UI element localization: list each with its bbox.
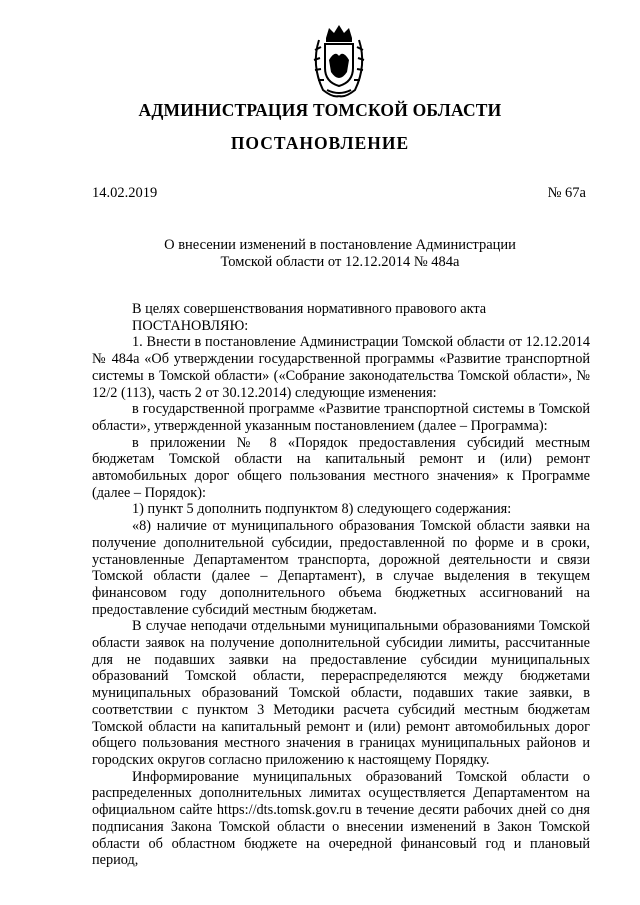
paragraph: В случае неподачи отдельными муниципальными образованиями Томской области заявок на получение дополнительной субсидии лимиты, рассчитанные для не подавших заявки на предоставление субсидии муниципальных образований Томской области, перераспределяются между бюджетами муниципальных образований Томской области, подавших такие заявки, в соответствии с пунктом 3 Методики расчета субсидий местным бюджетам Томской области на капитальный ремонт и (или) ремонт автомобильных дорог общего пользования местного значения в границах муниципальных районов и городских округов согласно приложению к настоящему Порядку. xyxy=(92,618,590,768)
document-body xyxy=(92,301,590,869)
paragraph: «8) наличие от муниципального образования Томской области заявки на получение дополнительной субсидии, предоставленной по форме и в сроки, установленные Департаментом транспорта, дорожной деятельности и связи Томской области (далее – Департамент), в случае выделения в текущем финансовом году дополнительного объема бюджетных ассигнований на предоставление субсидий местным бюджетам. xyxy=(92,518,590,618)
document-number: № 67а xyxy=(547,185,586,201)
organization-title: АДМИНИСТРАЦИЯ ТОМСКОЙ ОБЛАСТИ xyxy=(138,100,502,120)
paragraph: Информирование муниципальных образований Томской области о распределенных дополнительных лимитах осуществляется Департаментом на официальном сайте https://dts.tomsk.gov.ru в течение десяти рабочих дней со дня подписания Закона Томской области о внесении изменений в Закон Томской области об областном бюджете на очередной финансовый год и плановый период, xyxy=(92,768,590,869)
coat-of-arms-icon xyxy=(309,20,369,100)
document-type: ПОСТАНОВЛЕНИЕ xyxy=(230,133,410,153)
subject-line-1: О внесении изменений в постановление Администрации xyxy=(164,237,516,253)
paragraph: 1. Внести в постановление Администрации Томской области от 12.12.2014 № 484а «Об утверждении государственной программы «Развитие транспортной системы в Томской области» («Собрание законодательства Томской области», № 12/2 (113), часть 2 от 30.12.2014) следующие изменения: xyxy=(92,334,590,401)
paragraph: 1) пункт 5 дополнить подпунктом 8) следующего содержания: xyxy=(132,501,512,518)
paragraph: в государственной программе «Развитие транспортной системы в Томской области», утвержденной указанным постановлением (далее – Программа): xyxy=(92,401,590,434)
document-date: 14.02.2019 xyxy=(92,185,158,201)
preamble: В целях совершенствования нормативного правового акта xyxy=(132,301,487,317)
paragraph: в приложении № 8 «Порядок предоставления субсидий местным бюджетам Томской области на капитальный ремонт и (или) ремонт автомобильных дорог общего пользования местного значения» к Программе (далее – Порядок): xyxy=(92,434,590,501)
document-subject xyxy=(120,237,560,271)
subject-line-2: Томской области от 12.12.2014 № 484а xyxy=(220,254,460,270)
resolution-word: ПОСТАНОВЛЯЮ: xyxy=(132,317,249,334)
